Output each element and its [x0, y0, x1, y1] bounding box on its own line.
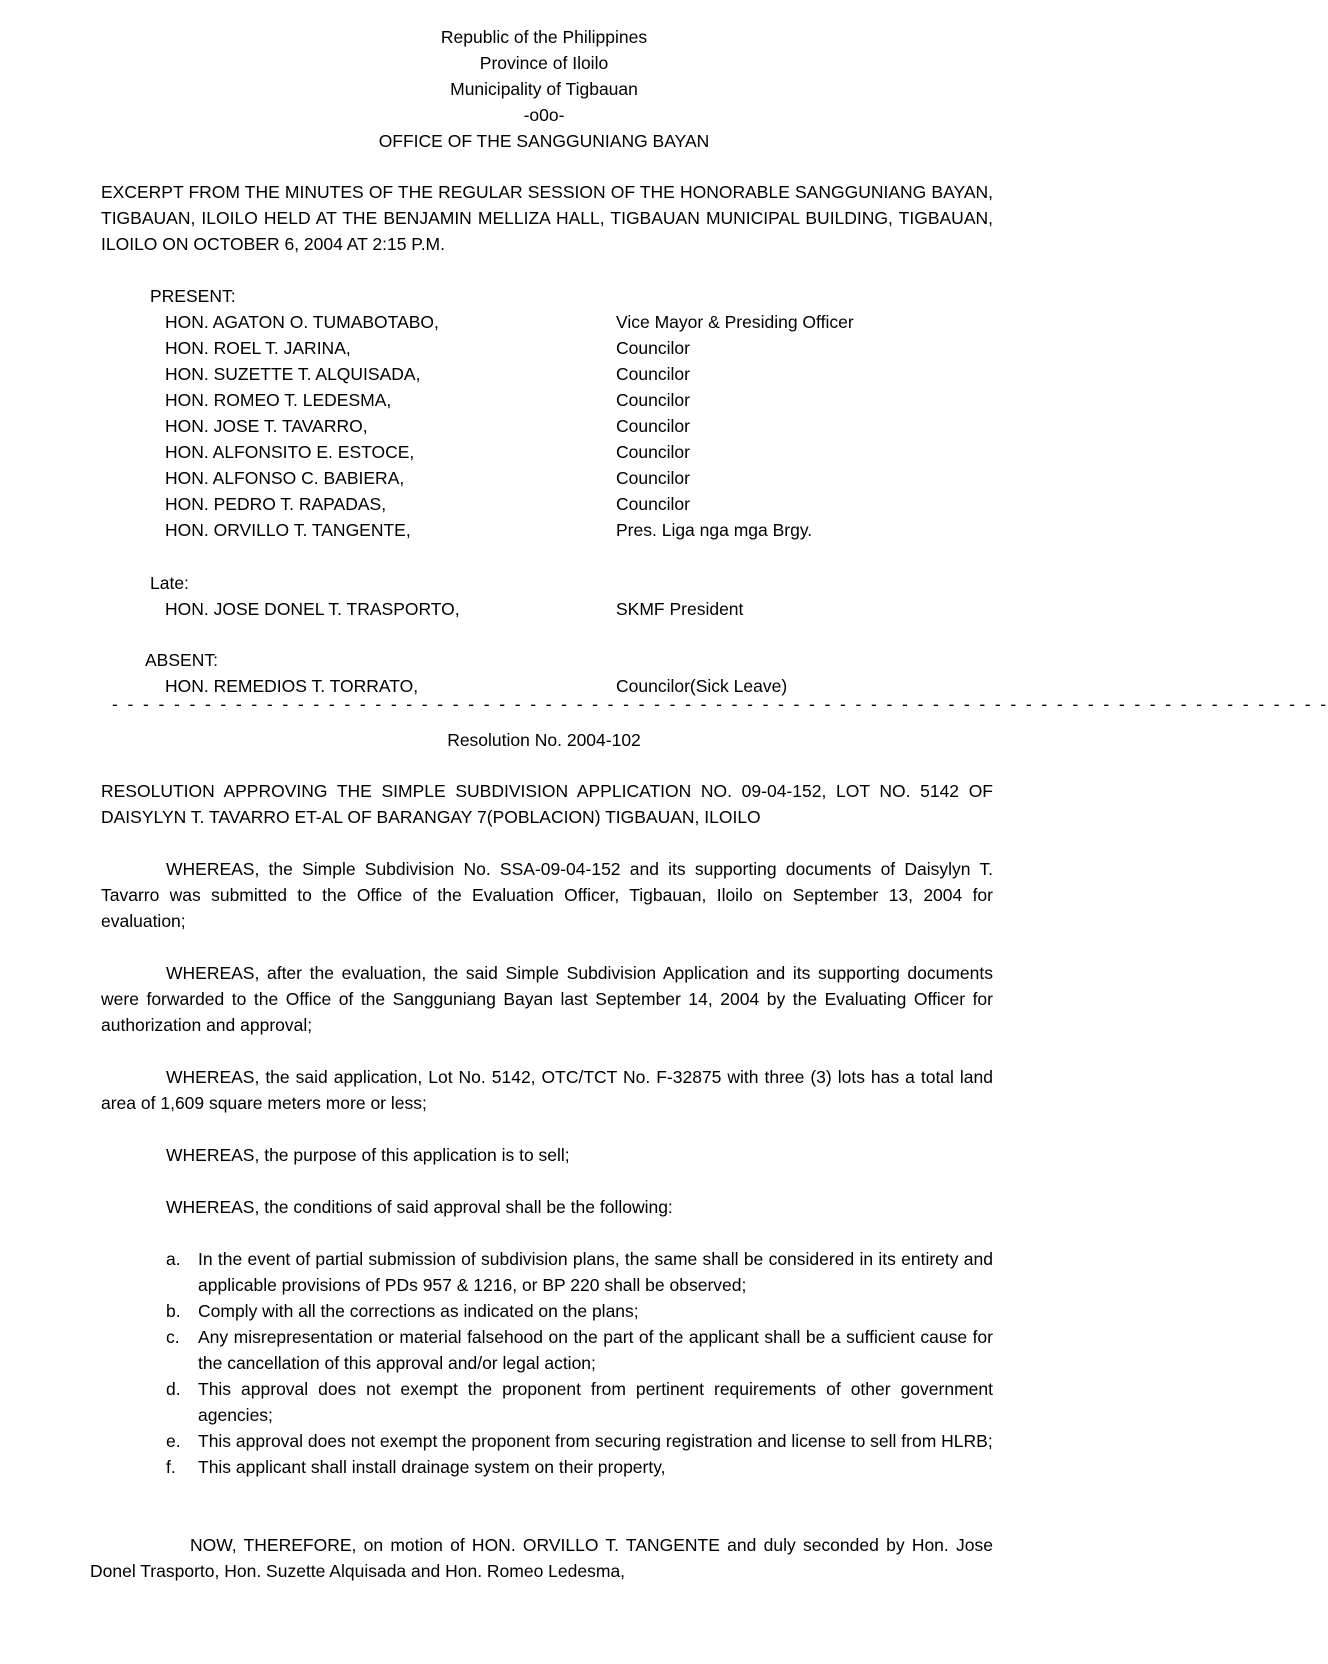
attendee-role: Pres. Liga nga mga Brgy.: [616, 520, 813, 540]
condition-text: In the event of partial submission of subdivision plans, the same shall be considered in its entirety and applicable provisions of PDs 957 & 1216, or BP 220 shall be observed;: [198, 1249, 993, 1295]
attendee-name: HON. ROMEO T. LEDESMA,: [165, 390, 392, 410]
present-label: PRESENT:: [150, 286, 236, 306]
condition-marker: a.: [166, 1249, 181, 1269]
condition-item: [101, 1324, 993, 1376]
attendee-name: HON. ALFONSO C. BABIERA,: [165, 468, 405, 488]
attendee-role: Councilor: [616, 442, 690, 462]
attendee-role: SKMF President: [616, 599, 744, 619]
condition-marker: c.: [166, 1327, 180, 1347]
whereas-clause: WHEREAS, after the evaluation, the said Simple Subdivision Application and its supporting documents were forwarded to the Office of the Sangguniang Bayan last September 14, 2004 by the Evaluating Officer for authorization and approval;: [101, 963, 993, 1035]
condition-text: This applicant shall install drainage system on their property,: [198, 1457, 666, 1477]
minutes-excerpt: EXCERPT FROM THE MINUTES OF THE REGULAR SESSION OF THE HONORABLE SANGGUNIANG BAYAN, TIGBAUAN, ILOILO HELD AT THE BENJAMIN MELLIZA HALL, TIGBAUAN MUNICIPAL BUILDING, TIGBAUAN, ILOILO ON OCTOBER 6, 2004 AT 2:15 P.M.: [101, 182, 993, 254]
condition-item: [101, 1246, 993, 1298]
attendee-name: HON. AGATON O. TUMABOTABO,: [165, 312, 439, 332]
conditions-list: [101, 1246, 993, 1480]
absent-label: ABSENT:: [145, 650, 218, 670]
attendee-role: Councilor: [616, 416, 690, 436]
attendee-name: HON. ORVILLO T. TANGENTE,: [165, 520, 411, 540]
attendee-role: Councilor: [616, 390, 690, 410]
whereas-clause: WHEREAS, the Simple Subdivision No. SSA-09-04-152 and its supporting documents of Daisylyn T. Tavarro was submitted to the Office of the Evaluation Officer, Tigbauan, Iloilo on September 13, 2004 for evaluation;: [101, 859, 993, 931]
condition-item: [101, 1428, 993, 1454]
resolution-title: RESOLUTION APPROVING THE SIMPLE SUBDIVISION APPLICATION NO. 09-04-152, LOT NO. 5142 OF DAISYLYN T. TAVARRO ET-AL OF BARANGAY 7(POBLACION) TIGBAUAN, ILOILO: [101, 781, 993, 827]
condition-text: This approval does not exempt the proponent from securing registration and license to sell from HLRB;: [198, 1431, 993, 1451]
attendee-name: HON. JOSE DONEL T. TRASPORTO,: [165, 599, 460, 619]
attendee-role: Councilor: [616, 494, 690, 514]
now-therefore-clause: NOW, THEREFORE, on motion of HON. ORVILLO T. TANGENTE and duly seconded by Hon. Jose Donel Trasporto, Hon. Suzette Alquisada and Hon. Romeo Ledesma,: [90, 1535, 993, 1581]
dashed-separator: - - - - - - - - - - - - - - - - - - - - - - - - - - - - - - - - - - - - - - - - - - - - - - - - - - - - - - - - - - - - - - - - - - - - - - - - - - - - - - -: [112, 694, 1328, 714]
whereas-clause: WHEREAS, the purpose of this application is to sell;: [166, 1145, 570, 1165]
condition-item: [101, 1298, 993, 1324]
attendee-role: Councilor(Sick Leave): [616, 676, 788, 696]
attendee-role: Councilor: [616, 338, 690, 358]
attendee-name: HON. REMEDIOS T. TORRATO,: [165, 676, 419, 696]
whereas-clause: WHEREAS, the said application, Lot No. 5142, OTC/TCT No. F-32875 with three (3) lots has a total land area of 1,609 square meters more or less;: [101, 1067, 993, 1113]
condition-item: [101, 1454, 993, 1480]
whereas-clause: WHEREAS, the conditions of said approval shall be the following:: [166, 1197, 673, 1217]
attendee-name: HON. SUZETTE T. ALQUISADA,: [165, 364, 421, 384]
attendee-name: HON. JOSE T. TAVARRO,: [165, 416, 368, 436]
letterhead-republic: Republic of the Philippines: [440, 27, 648, 47]
attendee-role: Councilor: [616, 364, 690, 384]
condition-text: Any misrepresentation or material falsehood on the part of the applicant shall be a sufficient cause for the cancellation of this approval and/or legal action;: [198, 1327, 993, 1373]
attendee-role: Vice Mayor & Presiding Officer: [616, 312, 854, 332]
letterhead-municipality: Municipality of Tigbauan: [450, 79, 638, 99]
attendee-name: HON. ALFONSITO E. ESTOCE,: [165, 442, 415, 462]
attendee-role: Councilor: [616, 468, 690, 488]
condition-marker: b.: [166, 1301, 181, 1321]
resolution-number: Resolution No. 2004-102: [447, 730, 641, 750]
attendee-name: HON. ROEL T. JARINA,: [165, 338, 351, 358]
condition-marker: d.: [166, 1379, 181, 1399]
letterhead-province: Province of Iloilo: [479, 53, 609, 73]
late-label: Late:: [150, 573, 189, 593]
letterhead-ornament: -o0o-: [523, 105, 565, 125]
condition-marker: e.: [166, 1431, 181, 1451]
letterhead-office: OFFICE OF THE SANGGUNIANG BAYAN: [378, 131, 710, 151]
attendee-name: HON. PEDRO T. RAPADAS,: [165, 494, 387, 514]
condition-text: This approval does not exempt the proponent from pertinent requirements of other government agencies;: [198, 1379, 993, 1425]
letterhead: [0, 24, 1088, 154]
condition-item: [101, 1376, 993, 1428]
condition-text: Comply with all the corrections as indicated on the plans;: [198, 1301, 639, 1321]
condition-marker: f.: [166, 1457, 176, 1477]
